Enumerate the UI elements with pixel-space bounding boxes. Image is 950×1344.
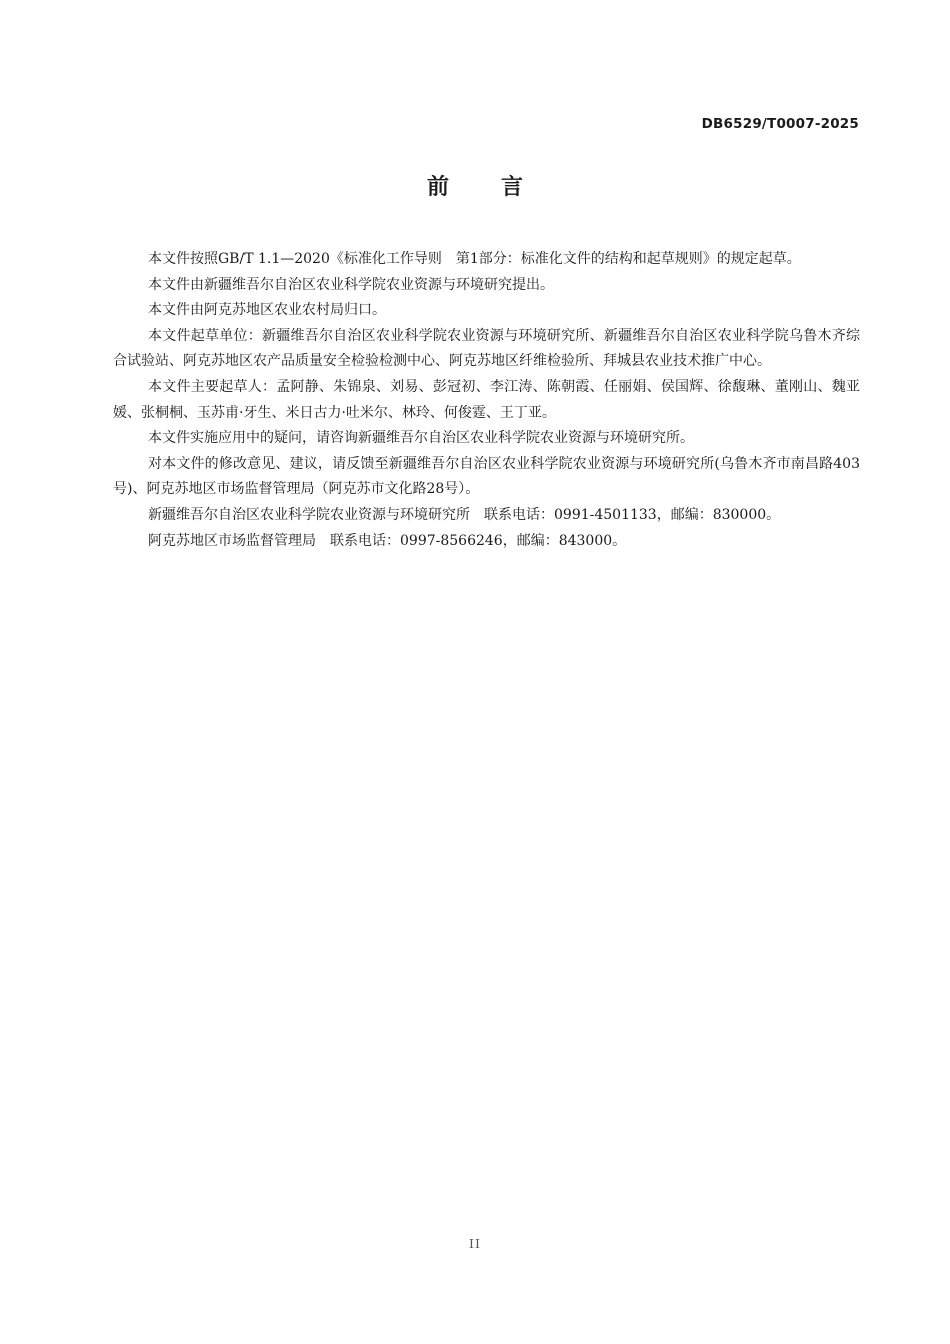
document-code: DB6529/T0007-2025: [701, 116, 859, 132]
paragraph-drafting-units: 本文件起草单位：新疆维吾尔自治区农业科学院农业资源与环境研究所、新疆维吾尔自治区农业科学院乌鲁木齐综合试验站、阿克苏地区农产品质量安全检验检测中心、阿克苏地区纤维检验所、拜城县农业技术推广中心。: [113, 327, 860, 370]
paragraph-administrator: 本文件由阿克苏地区农业农村局归口。: [148, 302, 386, 319]
page-title: 前言: [426, 175, 575, 200]
paragraph-inquiries: 本文件实施应用中的疑问，请咨询新疆维吾尔自治区农业科学院农业资源与环境研究所。: [148, 430, 694, 447]
paragraph-drafting-rules: 本文件按照GB/T 1.1—2020《标准化工作导则 第1部分：标准化文件的结构和起草规则》的规定起草。: [148, 251, 801, 267]
page-number: II: [469, 1236, 481, 1251]
paragraph-proposer: 本文件由新疆维吾尔自治区农业科学院农业资源与环境研究提出。: [148, 276, 554, 293]
paragraph-feedback: 对本文件的修改意见、建议，请反馈至新疆维吾尔自治区农业科学院农业资源与环境研究所(乌鲁木齐市南昌路403号)、阿克苏地区市场监督管理局（阿克苏市文化路28号）。: [113, 455, 860, 498]
paragraph-contact-institute: 新疆维吾尔自治区农业科学院农业资源与环境研究所 联系电话：0991-4501133，邮编：830000。: [148, 506, 781, 523]
body-text: [113, 247, 860, 554]
paragraph-drafters: 本文件主要起草人：孟阿静、朱锦泉、刘易、彭冠初、李江涛、陈朝霞、任丽娟、侯国辉、徐馥琳、董刚山、魏亚媛、张桐桐、玉苏甫·牙生、米日古力·吐米尔、林玲、何俊霆、王丁亚。: [113, 378, 860, 421]
paragraph-contact-bureau: 阿克苏地区市场监督管理局 联系电话：0997-8566246，邮编：843000。: [148, 532, 627, 549]
